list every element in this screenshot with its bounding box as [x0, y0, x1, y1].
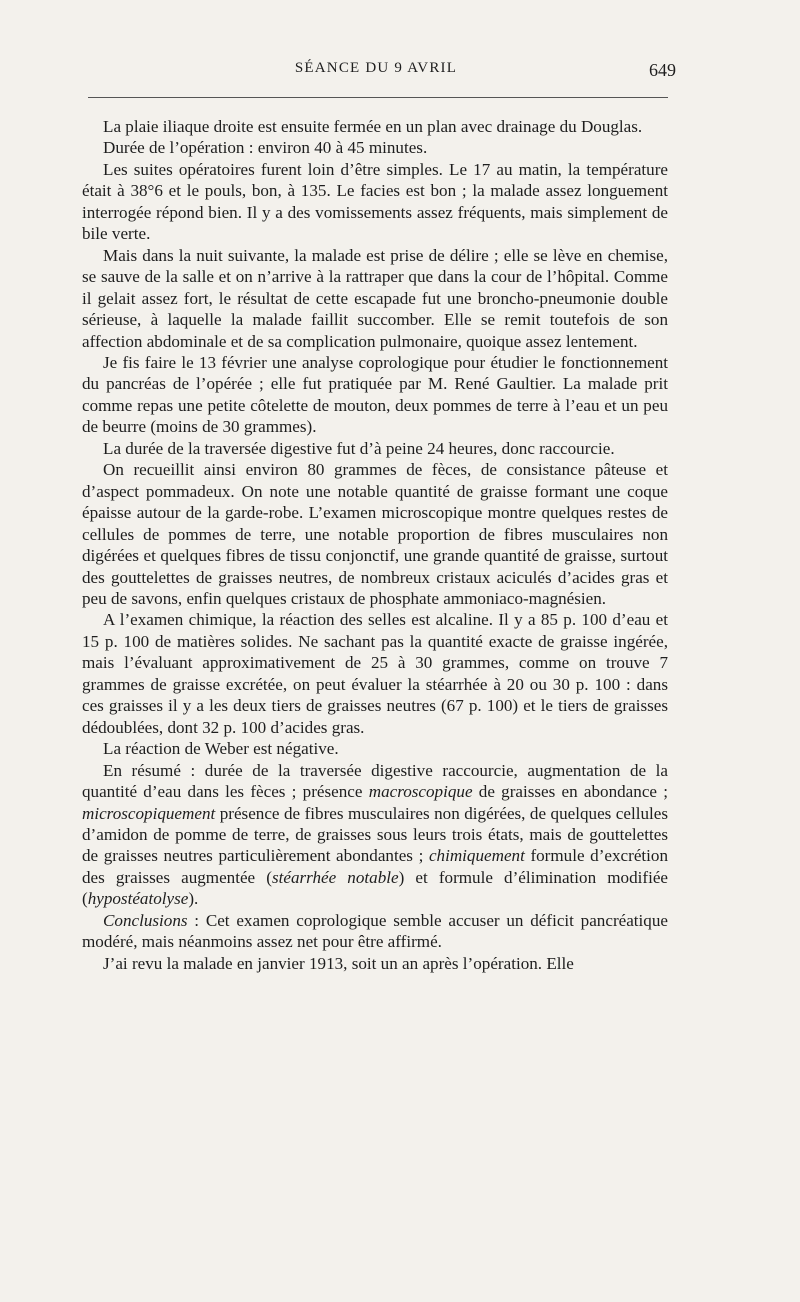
- header-title: SÉANCE DU 9 AVRIL: [294, 60, 458, 76]
- text-segment: En résumé : durée de la traversée digestive raccourcie, augmentation de la quantité d’eau dans les fèces ; présence: [82, 760, 668, 802]
- header-rule: [88, 97, 668, 98]
- body-text: [82, 116, 668, 974]
- text-segment: présence de fibres musculaires non digérées, de quelques cellules d’amidon de pomme de terre, de graisses sous leurs trois états, mais de gouttelettes de graisses neutres particulièrement abondantes ;: [82, 803, 668, 866]
- text-segment: de graisses en abondance ;: [472, 782, 668, 802]
- text-segment: : Cet examen coprologique semble accuser un déficit pancréatique modéré, mais néanmoins assez net pour être affirmé.: [82, 910, 668, 952]
- paragraph: Mais dans la nuit suivante, la malade est prise de délire ; elle se lève en chemise, se sauve de la salle et on n’arrive à la rattraper que dans la cour de l’hôpital. Comme il gelait assez fort, le résultat de cette escapade fut une broncho-pneumonie double sérieuse, à laquelle la malade faillit succomber. Elle se remit toutefois de son affection abdominale et de sa complication pulmonaire, quoique assez lentement.: [82, 245, 668, 351]
- paragraph: On recueillit ainsi environ 80 grammes de fèces, de consistance pâteuse et d’aspect pommadeux. On note une notable quantité de graisse formant une coque épaisse autour de la garde-robe. L’examen microscopique montre quelques restes de cellules de pommes de terre, une notable proportion de fibres musculaires non digérées et quelques fibres de tissu conjonctif, une grande quantité de graisse, surtout des gouttelettes de graisses neutres, de nombreux cristaux aciculés d’acides gras et peu de savons, enfin quelques cristaux de phosphate ammoniaco-magnésien.: [82, 460, 668, 608]
- text-segment: ).: [188, 889, 199, 909]
- paragraph: [82, 760, 668, 910]
- italic-text: hypostéatolyse: [87, 889, 189, 909]
- paragraph: La réaction de Weber est négative.: [103, 739, 339, 759]
- paragraph: Durée de l’opération : environ 40 à 45 minutes.: [103, 138, 428, 158]
- paragraph: J’ai revu la malade en janvier 1913, soit un an après l’opération. Elle: [103, 953, 574, 973]
- italic-text: microscopiquement: [82, 803, 216, 823]
- italic-text: macroscopique: [368, 782, 473, 802]
- running-header: [82, 60, 676, 86]
- italic-text: chimiquement: [428, 846, 525, 866]
- paragraph: La plaie iliaque droite est ensuite fermée en un plan avec drainage du Douglas.: [103, 117, 643, 136]
- page-number: 649: [649, 60, 676, 80]
- paragraph: A l’examen chimique, la réaction des selles est alcaline. Il y a 85 p. 100 d’eau et 15 p. 100 de matières solides. Ne sachant pas la quantité exacte de graisse ingérée, mais l’évaluant approximativement de 25 à 30 grammes, comme on trouve 7 grammes de graisse excrétée, on peut évaluer la stéarrhée à 20 ou 30 p. 100 : dans ces graisses il y a les deux tiers de graisses neutres (67 p. 100) et le tiers de graisses dédoublées, dont 32 p. 100 d’acides gras.: [82, 610, 668, 737]
- paragraph: Je fis faire le 13 février une analyse coprologique pour étudier le fonctionnement du pancréas de l’opérée ; elle fut pratiquée par M. René Gaultier. La malade prit comme repas une petite côtelette de mouton, deux pommes de terre à l’eau et un peu de beurre (moins de 30 grammes).: [82, 352, 668, 437]
- text-segment: ) et formule d’élimination modifiée (: [82, 867, 668, 909]
- italic-text: Conclusions: [103, 910, 188, 930]
- paragraph: [82, 910, 668, 953]
- text-segment: formule d’excrétion des graisses augmentée (: [82, 846, 668, 887]
- paragraph: La durée de la traversée digestive fut d’à peine 24 heures, donc raccourcie.: [103, 438, 615, 458]
- paragraph: Les suites opératoires furent loin d’être simples. Le 17 au matin, la température était à 38°6 et le pouls, bon, à 135. Le facies est bon ; la malade assez longuement interrogée répond bien. Il y a des vomissements assez fréquents, mais simplement de bile verte.: [82, 159, 668, 244]
- italic-text: stéarrhée notable: [271, 867, 399, 887]
